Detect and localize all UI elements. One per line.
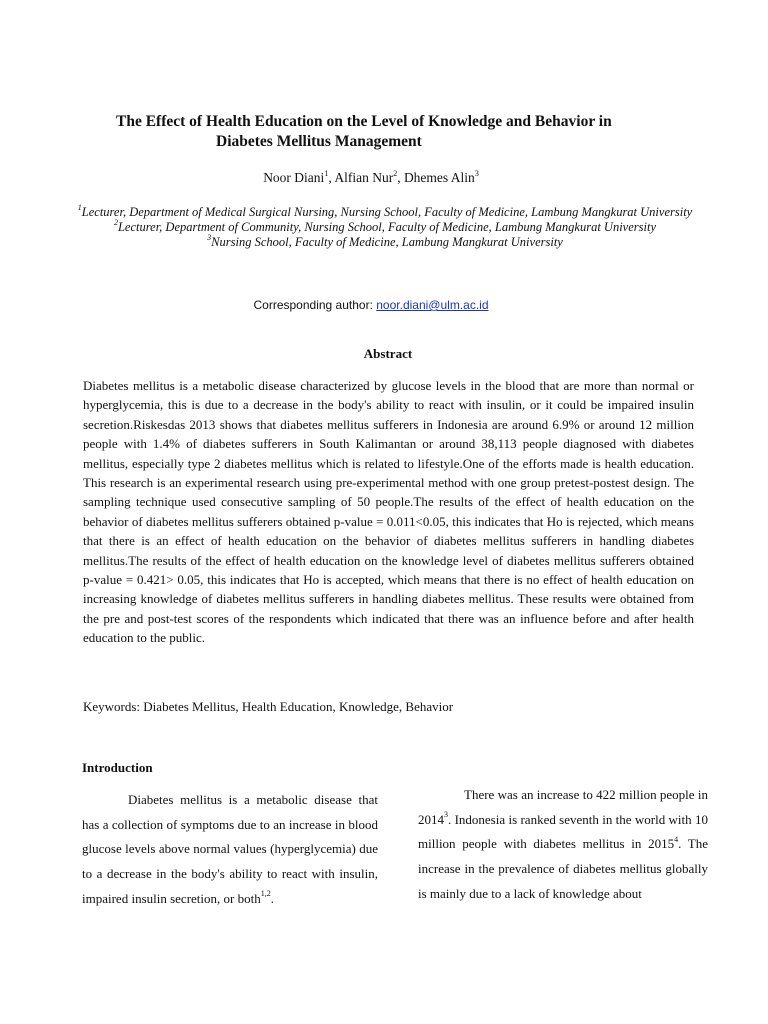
author-affiliation-marker: 3 <box>474 168 479 178</box>
author-separator: , <box>397 170 404 185</box>
author-affiliation-marker: 2 <box>393 168 398 178</box>
affiliation-text: Nursing School, Faculty of Medicine, Lambung Mangkurat University <box>211 235 563 249</box>
paragraph-text: Diabetes mellitus is a metabolic disease that has a collection of symptoms due to an increase in blood glucose levels above normal values (hyperglycemia) due to a decrease in the body's ability to react with insulin, impaired insulin secretion, or both <box>82 792 378 906</box>
paragraph <box>82 788 378 912</box>
paragraph-end: . <box>270 890 274 906</box>
author-separator: , <box>328 170 335 185</box>
paper-title <box>80 112 720 152</box>
paragraph <box>418 783 708 907</box>
introduction-heading: Introduction <box>82 760 153 775</box>
affiliation-text: Lecturer, Department of Medical Surgical Nursing, Nursing School, Faculty of Medicine, Lambung Mangkurat University <box>81 205 693 219</box>
introduction-right-column <box>418 783 708 907</box>
title-line-1: The Effect of Health Education on the Level of Knowledge and Behavior in <box>116 113 612 130</box>
abstract-heading: Abstract <box>363 346 413 361</box>
abstract-text: Diabetes mellitus is a metabolic disease characterized by glucose levels in the blood that are more than normal or hyperglycemia, this is due to a decrease in the body's ability to react with insulin, or it could be impaired insulin secretion.Riskesdas 2013 shows that diabetes mellitus sufferers in Indonesia are around 6.9% or around 12 million people with 1.4% of diabetes sufferers in South Kalimantan or around 38,113 people diagnosed with diabetes mellitus, especially type 2 diabetes mellitus which is related to lifestyle.One of the efforts made is health education. This research is an experimental research using pre-experimental method with one group pretest-postest design. The sampling technique used consecutive sampling of 50 people.The results of the effect of health education on the behavior of diabetes mellitus sufferers obtained p-value = 0.011<0.05, this indicates that Ho is rejected, which means that there is an effect of health education on the behavior of diabetes mellitus sufferers in handling diabetes mellitus.The results of the effect of health education on the knowledge level of diabetes mellitus sufferers obtained p-value = 0.421> 0.05, this indicates that Ho is accepted, which means that there is no effect of health education on increasing knowledge of diabetes mellitus sufferers in handling diabetes mellitus. These results were obtained from the pre and post-test scores of the respondents which indicated that there was an influence before and after health education to the public. <box>83 378 694 646</box>
affiliations <box>40 202 730 250</box>
keywords: Keywords: Diabetes Mellitus, Health Education, Knowledge, Behavior <box>83 699 454 714</box>
affiliation-line <box>40 217 730 235</box>
author-name: Dhemes Alin <box>403 170 475 185</box>
affiliation-marker: 2 <box>113 217 118 227</box>
affiliation-line <box>40 232 730 250</box>
paragraph-text: . The increase in the prevalence of diabetes mellitus globally is mainly due to a lack of knowledge about <box>418 836 708 901</box>
paragraph-text: . Indonesia is ranked seventh in the world with 10 million people with diabetes mellitus in 2015 <box>418 811 708 852</box>
author-affiliation-marker: 1 <box>324 168 329 178</box>
affiliation-marker: 3 <box>207 232 212 242</box>
corresponding-email-link[interactable]: noor.diani@ulm.ac.id <box>376 298 489 312</box>
corresponding-author <box>0 298 742 312</box>
author-name: Noor Diani <box>263 170 325 185</box>
citation-marker: 3 <box>444 810 448 820</box>
affiliation-text: Lecturer, Department of Community, Nursing School, Faculty of Medicine, Lambung Mangkurat University <box>117 220 656 234</box>
paragraph-text: There was an increase to 422 million people in 2014 <box>418 787 708 827</box>
corresponding-label: Corresponding author: <box>253 298 377 312</box>
author-name: Alfian Nur <box>334 170 394 185</box>
title-line-2: Diabetes Mellitus Management <box>216 133 422 150</box>
author-list <box>0 170 742 186</box>
affiliation-line <box>40 202 730 220</box>
citation-marker: 1,2 <box>260 889 271 899</box>
affiliation-marker: 1 <box>77 202 82 212</box>
introduction-left-column <box>82 788 378 912</box>
citation-marker: 4 <box>674 835 679 845</box>
